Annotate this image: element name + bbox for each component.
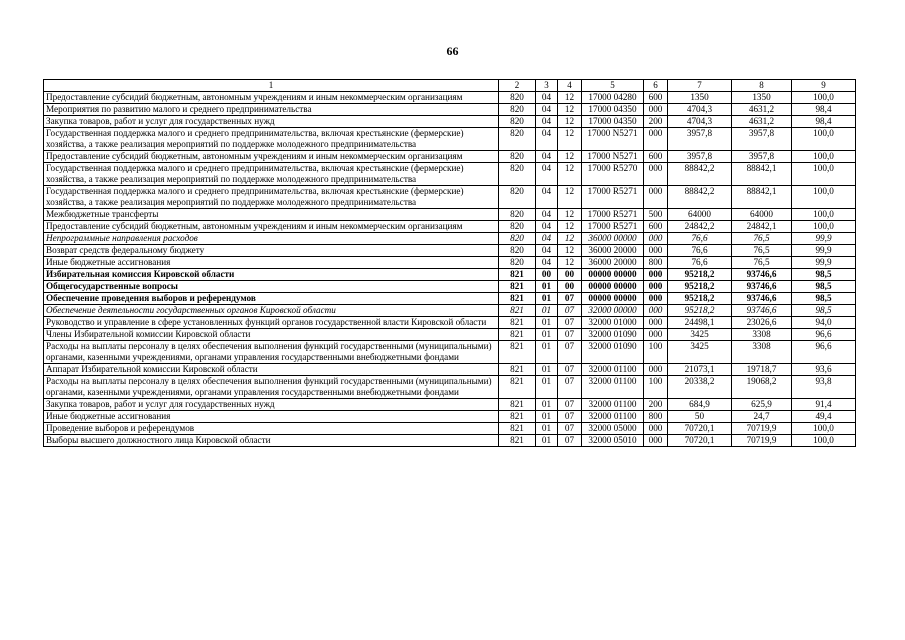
page-number: 66 xyxy=(446,44,459,58)
cell-name: Обеспечение деятельности государственных органов Кировской области xyxy=(44,305,499,317)
cell-razdel: 01 xyxy=(536,376,558,399)
cell-razdel: 01 xyxy=(536,435,558,447)
cell-glava: 820 xyxy=(499,128,536,151)
cell-glava: 821 xyxy=(499,411,536,423)
cell-razdel: 04 xyxy=(536,92,558,104)
cell-percent: 98,5 xyxy=(792,269,856,281)
cell-razdel: 01 xyxy=(536,317,558,329)
cell-expense-type: 000 xyxy=(644,281,668,293)
cell-executed: 70719,9 xyxy=(732,435,792,447)
cell-podrazdel: 07 xyxy=(558,399,582,411)
cell-percent: 100,0 xyxy=(792,186,856,209)
cell-razdel: 01 xyxy=(536,329,558,341)
cell-executed: 88842,1 xyxy=(732,186,792,209)
cell-percent: 100,0 xyxy=(792,209,856,221)
cell-podrazdel: 12 xyxy=(558,163,582,186)
cell-planned: 684,9 xyxy=(668,399,732,411)
cell-expense-type: 000 xyxy=(644,269,668,281)
cell-expense-type: 000 xyxy=(644,245,668,257)
cell-name: Государственная поддержка малого и среднего предпринимательства, включая крестьянские (фермерские) хозяйства, а также реализация мероприятий по поддержке молодежного предпринимательства xyxy=(44,128,499,151)
cell-planned: 3425 xyxy=(668,329,732,341)
cell-name: Закупка товаров, работ и услуг для государственных нужд xyxy=(44,399,499,411)
cell-planned: 76,6 xyxy=(668,245,732,257)
cell-glava: 820 xyxy=(499,92,536,104)
cell-name: Государственная поддержка малого и среднего предпринимательства, включая крестьянские (фермерские) хозяйства, а также реализация мероприятий по поддержке молодежного предпринимательства xyxy=(44,163,499,186)
cell-percent: 100,0 xyxy=(792,163,856,186)
cell-percent: 100,0 xyxy=(792,151,856,163)
header-cell: 5 xyxy=(582,80,644,92)
cell-expense-type: 100 xyxy=(644,376,668,399)
cell-name: Закупка товаров, работ и услуг для государственных нужд xyxy=(44,116,499,128)
cell-razdel: 01 xyxy=(536,411,558,423)
header-cell: 3 xyxy=(536,80,558,92)
cell-expense-type: 200 xyxy=(644,399,668,411)
header-cell: 1 xyxy=(44,80,499,92)
table-row xyxy=(44,104,856,116)
cell-percent: 100,0 xyxy=(792,221,856,233)
cell-glava: 821 xyxy=(499,293,536,305)
cell-name: Предоставление субсидий бюджетным, автономным учреждениям и иным некоммерческим организациям xyxy=(44,151,499,163)
cell-name: Предоставление субсидий бюджетным, автономным учреждениям и иным некоммерческим организациям xyxy=(44,92,499,104)
cell-executed: 4631,2 xyxy=(732,104,792,116)
cell-planned: 76,6 xyxy=(668,233,732,245)
cell-expense-type: 000 xyxy=(644,186,668,209)
cell-glava: 821 xyxy=(499,341,536,364)
cell-podrazdel: 12 xyxy=(558,245,582,257)
cell-executed: 93746,6 xyxy=(732,293,792,305)
cell-planned: 64000 xyxy=(668,209,732,221)
cell-percent: 100,0 xyxy=(792,92,856,104)
cell-target-article: 17000 N5271 xyxy=(582,151,644,163)
cell-podrazdel: 12 xyxy=(558,104,582,116)
cell-executed: 19068,2 xyxy=(732,376,792,399)
table-row xyxy=(44,281,856,293)
cell-expense-type: 600 xyxy=(644,221,668,233)
cell-razdel: 01 xyxy=(536,399,558,411)
cell-name: Возврат средств федеральному бюджету xyxy=(44,245,499,257)
cell-executed: 24,7 xyxy=(732,411,792,423)
header-cell: 2 xyxy=(499,80,536,92)
cell-razdel: 04 xyxy=(536,186,558,209)
cell-podrazdel: 12 xyxy=(558,151,582,163)
cell-podrazdel: 12 xyxy=(558,233,582,245)
table-row xyxy=(44,186,856,209)
cell-percent: 98,5 xyxy=(792,281,856,293)
cell-planned: 95218,2 xyxy=(668,281,732,293)
cell-name: Мероприятия по развитию малого и среднего предпринимательства xyxy=(44,104,499,116)
cell-target-article: 36000 20000 xyxy=(582,257,644,269)
cell-name: Расходы на выплаты персоналу в целях обеспечения выполнения функций государственными (муниципальными) органами, казенными учреждениями, органами управления государственными внебюджетными фондами xyxy=(44,341,499,364)
table-row xyxy=(44,92,856,104)
cell-planned: 4704,3 xyxy=(668,116,732,128)
cell-glava: 821 xyxy=(499,317,536,329)
cell-planned: 70720,1 xyxy=(668,435,732,447)
cell-executed: 93746,6 xyxy=(732,269,792,281)
cell-expense-type: 000 xyxy=(644,163,668,186)
cell-podrazdel: 12 xyxy=(558,116,582,128)
cell-podrazdel: 12 xyxy=(558,257,582,269)
table-row xyxy=(44,245,856,257)
table-row xyxy=(44,293,856,305)
cell-planned: 50 xyxy=(668,411,732,423)
cell-podrazdel: 12 xyxy=(558,128,582,151)
table-row xyxy=(44,128,856,151)
cell-expense-type: 000 xyxy=(644,233,668,245)
table-row xyxy=(44,233,856,245)
cell-razdel: 04 xyxy=(536,104,558,116)
cell-target-article: 32000 01000 xyxy=(582,317,644,329)
cell-executed: 76,5 xyxy=(732,245,792,257)
cell-glava: 820 xyxy=(499,163,536,186)
cell-target-article: 32000 01090 xyxy=(582,341,644,364)
cell-expense-type: 600 xyxy=(644,151,668,163)
cell-razdel: 01 xyxy=(536,341,558,364)
cell-expense-type: 800 xyxy=(644,411,668,423)
cell-name: Межбюджетные трансферты xyxy=(44,209,499,221)
cell-name: Предоставление субсидий бюджетным, автономным учреждениям и иным некоммерческим организациям xyxy=(44,221,499,233)
table-row xyxy=(44,209,856,221)
cell-percent: 99,9 xyxy=(792,233,856,245)
cell-executed: 93746,6 xyxy=(732,305,792,317)
cell-target-article: 17000 R5270 xyxy=(582,163,644,186)
cell-name: Члены Избирательной комиссии Кировской области xyxy=(44,329,499,341)
cell-razdel: 04 xyxy=(536,151,558,163)
cell-glava: 820 xyxy=(499,257,536,269)
cell-expense-type: 000 xyxy=(644,104,668,116)
cell-razdel: 04 xyxy=(536,128,558,151)
cell-name: Иные бюджетные ассигнования xyxy=(44,257,499,269)
cell-podrazdel: 12 xyxy=(558,221,582,233)
cell-target-article: 32000 01090 xyxy=(582,329,644,341)
header-cell: 6 xyxy=(644,80,668,92)
cell-target-article: 32000 01100 xyxy=(582,411,644,423)
cell-razdel: 04 xyxy=(536,163,558,186)
cell-planned: 1350 xyxy=(668,92,732,104)
cell-executed: 1350 xyxy=(732,92,792,104)
cell-name: Руководство и управление в сфере установленных функций органов государственной власти Кировской области xyxy=(44,317,499,329)
cell-target-article: 00000 00000 xyxy=(582,269,644,281)
cell-expense-type: 000 xyxy=(644,329,668,341)
cell-executed: 88842,1 xyxy=(732,163,792,186)
cell-podrazdel: 00 xyxy=(558,269,582,281)
cell-podrazdel: 07 xyxy=(558,364,582,376)
cell-expense-type: 500 xyxy=(644,209,668,221)
table-row xyxy=(44,257,856,269)
cell-planned: 88842,2 xyxy=(668,163,732,186)
cell-planned: 24498,1 xyxy=(668,317,732,329)
cell-glava: 821 xyxy=(499,329,536,341)
cell-target-article: 36000 00000 xyxy=(582,233,644,245)
cell-razdel: 01 xyxy=(536,364,558,376)
cell-planned: 21073,1 xyxy=(668,364,732,376)
cell-glava: 820 xyxy=(499,233,536,245)
cell-executed: 70719,9 xyxy=(732,423,792,435)
cell-glava: 821 xyxy=(499,269,536,281)
cell-glava: 820 xyxy=(499,221,536,233)
cell-name: Обеспечение проведения выборов и референдумов xyxy=(44,293,499,305)
header-cell: 7 xyxy=(668,80,732,92)
table-row xyxy=(44,269,856,281)
cell-planned: 88842,2 xyxy=(668,186,732,209)
cell-glava: 820 xyxy=(499,245,536,257)
cell-executed: 3308 xyxy=(732,329,792,341)
cell-planned: 95218,2 xyxy=(668,293,732,305)
cell-glava: 820 xyxy=(499,151,536,163)
cell-podrazdel: 07 xyxy=(558,317,582,329)
cell-executed: 76,5 xyxy=(732,233,792,245)
cell-target-article: 17000 04280 xyxy=(582,92,644,104)
cell-executed: 3957,8 xyxy=(732,128,792,151)
cell-glava: 820 xyxy=(499,104,536,116)
cell-percent: 100,0 xyxy=(792,423,856,435)
cell-name: Выборы высшего должностного лица Кировской области xyxy=(44,435,499,447)
cell-executed: 4631,2 xyxy=(732,116,792,128)
table-row xyxy=(44,376,856,399)
cell-razdel: 01 xyxy=(536,281,558,293)
cell-expense-type: 000 xyxy=(644,364,668,376)
cell-glava: 821 xyxy=(499,281,536,293)
cell-podrazdel: 07 xyxy=(558,293,582,305)
cell-podrazdel: 00 xyxy=(558,281,582,293)
cell-expense-type: 800 xyxy=(644,257,668,269)
cell-target-article: 36000 20000 xyxy=(582,245,644,257)
cell-glava: 820 xyxy=(499,116,536,128)
header-cell: 8 xyxy=(732,80,792,92)
cell-razdel: 04 xyxy=(536,116,558,128)
cell-percent: 94,0 xyxy=(792,317,856,329)
header-cell: 4 xyxy=(558,80,582,92)
cell-expense-type: 000 xyxy=(644,128,668,151)
cell-glava: 821 xyxy=(499,305,536,317)
cell-target-article: 32000 00000 xyxy=(582,305,644,317)
table-row xyxy=(44,116,856,128)
cell-expense-type: 100 xyxy=(644,341,668,364)
cell-razdel: 04 xyxy=(536,233,558,245)
cell-target-article: 00000 00000 xyxy=(582,293,644,305)
cell-name: Общегосударственные вопросы xyxy=(44,281,499,293)
cell-executed: 19718,7 xyxy=(732,364,792,376)
cell-expense-type: 200 xyxy=(644,116,668,128)
cell-executed: 93746,6 xyxy=(732,281,792,293)
cell-expense-type: 000 xyxy=(644,317,668,329)
cell-razdel: 04 xyxy=(536,221,558,233)
cell-podrazdel: 07 xyxy=(558,305,582,317)
cell-glava: 821 xyxy=(499,423,536,435)
cell-razdel: 01 xyxy=(536,423,558,435)
cell-glava: 820 xyxy=(499,186,536,209)
cell-podrazdel: 07 xyxy=(558,435,582,447)
cell-glava: 821 xyxy=(499,364,536,376)
cell-target-article: 17000 R5271 xyxy=(582,209,644,221)
cell-name: Аппарат Избирательной комиссии Кировской области xyxy=(44,364,499,376)
cell-planned: 76,6 xyxy=(668,257,732,269)
cell-name: Государственная поддержка малого и среднего предпринимательства, включая крестьянские (фермерские) хозяйства, а также реализация мероприятий по поддержке молодежного предпринимательства xyxy=(44,186,499,209)
cell-podrazdel: 12 xyxy=(558,186,582,209)
cell-expense-type: 000 xyxy=(644,423,668,435)
cell-razdel: 04 xyxy=(536,257,558,269)
cell-name: Проведение выборов и референдумов xyxy=(44,423,499,435)
cell-executed: 76,5 xyxy=(732,257,792,269)
cell-executed: 64000 xyxy=(732,209,792,221)
cell-planned: 95218,2 xyxy=(668,305,732,317)
cell-target-article: 32000 01100 xyxy=(582,399,644,411)
cell-name: Иные бюджетные ассигнования xyxy=(44,411,499,423)
cell-target-article: 32000 01100 xyxy=(582,376,644,399)
cell-percent: 100,0 xyxy=(792,128,856,151)
cell-planned: 95218,2 xyxy=(668,269,732,281)
cell-executed: 23026,6 xyxy=(732,317,792,329)
header-cell: 9 xyxy=(792,80,856,92)
cell-percent: 91,4 xyxy=(792,399,856,411)
cell-razdel: 01 xyxy=(536,305,558,317)
cell-executed: 625,9 xyxy=(732,399,792,411)
table-row xyxy=(44,151,856,163)
cell-name: Расходы на выплаты персоналу в целях обеспечения выполнения функций государственными (муниципальными) органами, казенными учреждениями, органами управления государственными внебюджетными фондами xyxy=(44,376,499,399)
cell-percent: 98,4 xyxy=(792,104,856,116)
cell-percent: 49,4 xyxy=(792,411,856,423)
cell-razdel: 04 xyxy=(536,245,558,257)
table-row xyxy=(44,364,856,376)
cell-expense-type: 000 xyxy=(644,305,668,317)
cell-planned: 24842,2 xyxy=(668,221,732,233)
cell-target-article: 32000 01100 xyxy=(582,364,644,376)
cell-planned: 3425 xyxy=(668,341,732,364)
cell-planned: 3957,8 xyxy=(668,128,732,151)
cell-podrazdel: 07 xyxy=(558,341,582,364)
table-row xyxy=(44,435,856,447)
cell-razdel: 01 xyxy=(536,293,558,305)
cell-percent: 99,9 xyxy=(792,245,856,257)
cell-razdel: 04 xyxy=(536,209,558,221)
cell-glava: 821 xyxy=(499,435,536,447)
cell-target-article: 17000 R5271 xyxy=(582,221,644,233)
cell-target-article: 17000 R5271 xyxy=(582,186,644,209)
table-row xyxy=(44,341,856,364)
cell-glava: 821 xyxy=(499,399,536,411)
cell-name: Избирательная комиссия Кировской области xyxy=(44,269,499,281)
cell-percent: 98,5 xyxy=(792,305,856,317)
cell-razdel: 00 xyxy=(536,269,558,281)
cell-expense-type: 000 xyxy=(644,435,668,447)
table-row xyxy=(44,399,856,411)
cell-target-article: 17000 04350 xyxy=(582,104,644,116)
cell-planned: 70720,1 xyxy=(668,423,732,435)
cell-percent: 99,9 xyxy=(792,257,856,269)
cell-executed: 24842,1 xyxy=(732,221,792,233)
cell-podrazdel: 12 xyxy=(558,92,582,104)
cell-target-article: 00000 00000 xyxy=(582,281,644,293)
table-row xyxy=(44,329,856,341)
budget-table xyxy=(43,79,856,447)
cell-target-article: 32000 05010 xyxy=(582,435,644,447)
cell-expense-type: 600 xyxy=(644,92,668,104)
cell-percent: 93,8 xyxy=(792,376,856,399)
cell-expense-type: 000 xyxy=(644,293,668,305)
table-row xyxy=(44,163,856,186)
cell-planned: 3957,8 xyxy=(668,151,732,163)
cell-podrazdel: 07 xyxy=(558,329,582,341)
cell-target-article: 17000 N5271 xyxy=(582,128,644,151)
header-row xyxy=(44,80,856,92)
cell-percent: 96,6 xyxy=(792,329,856,341)
cell-target-article: 32000 05000 xyxy=(582,423,644,435)
cell-percent: 96,6 xyxy=(792,341,856,364)
cell-target-article: 17000 04350 xyxy=(582,116,644,128)
cell-percent: 98,4 xyxy=(792,116,856,128)
cell-planned: 20338,2 xyxy=(668,376,732,399)
cell-podrazdel: 07 xyxy=(558,376,582,399)
cell-podrazdel: 12 xyxy=(558,209,582,221)
cell-podrazdel: 07 xyxy=(558,423,582,435)
table-row xyxy=(44,317,856,329)
cell-planned: 4704,3 xyxy=(668,104,732,116)
table-row xyxy=(44,411,856,423)
cell-percent: 100,0 xyxy=(792,435,856,447)
cell-glava: 820 xyxy=(499,209,536,221)
cell-podrazdel: 07 xyxy=(558,411,582,423)
cell-executed: 3308 xyxy=(732,341,792,364)
cell-executed: 3957,8 xyxy=(732,151,792,163)
table-row xyxy=(44,221,856,233)
cell-percent: 93,6 xyxy=(792,364,856,376)
cell-percent: 98,5 xyxy=(792,293,856,305)
cell-name: Непрограммные направления расходов xyxy=(44,233,499,245)
cell-glava: 821 xyxy=(499,376,536,399)
table-row xyxy=(44,423,856,435)
table-row xyxy=(44,305,856,317)
